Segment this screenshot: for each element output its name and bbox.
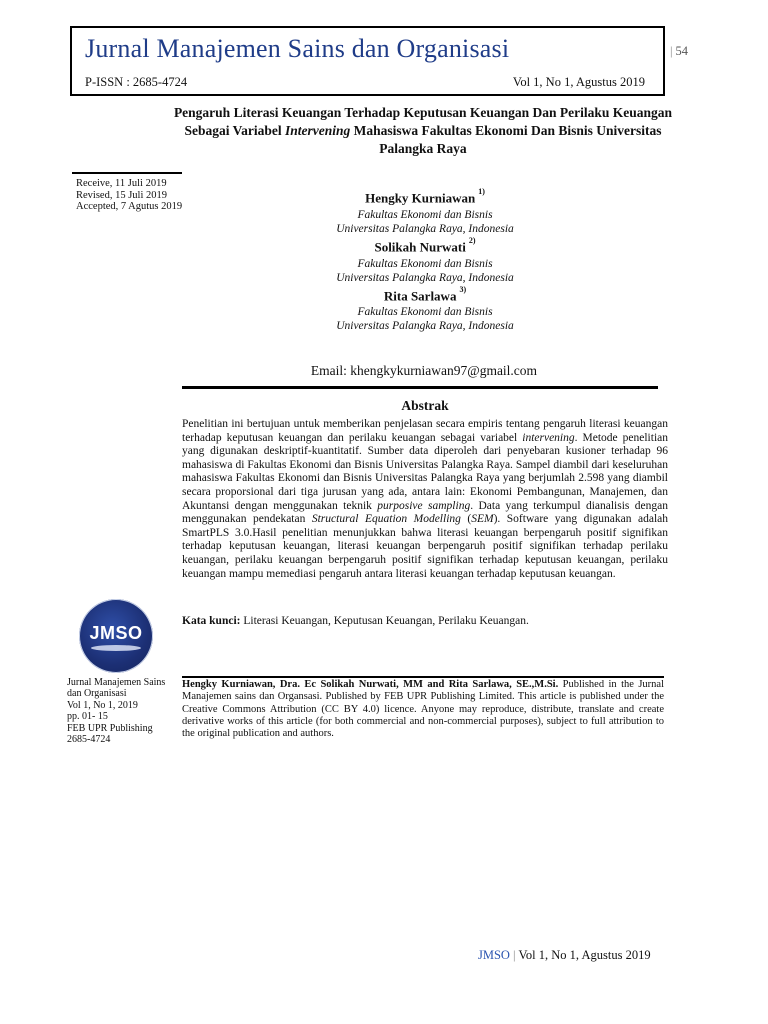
abstract-text: ). Software yang digunakan adalah SmartPLS 3.0.Hasil penelitian menunjukkan bahwa literasi keuangan berpengaruh positif signifikan terhadap keputusan keuangan, literasi keuangan berpengaruh positif signifikan terhadap perilaku keuangan, perilaku keuangan berpengaruh positif signifikan terhadap keputusan keuangan, perilaku keuangan mampu memediasi pengaruh antara literasi keuangan terhadap keputusan keuangan. bbox=[182, 513, 668, 580]
separator: | bbox=[670, 44, 673, 58]
footer-journal-link[interactable]: JMSO bbox=[478, 948, 510, 962]
citation-volume: Vol 1, No 1, 2019 bbox=[67, 699, 138, 711]
abstract-text: Penelitian ini bertujuan untuk memberikan penjelasan secara empiris tentang pengaruh literasi keuangan terhadap keputusan keuangan dan perilaku keuangan sebagai variabel bbox=[182, 418, 668, 444]
faculty: Fakultas Ekonomi dan Bisnis bbox=[357, 258, 493, 270]
submission-dates bbox=[76, 178, 182, 213]
citation-issn: 2685-4724 bbox=[67, 734, 111, 746]
faculty: Fakultas Ekonomi dan Bisnis bbox=[357, 209, 493, 221]
abstract-text: ( bbox=[460, 513, 472, 526]
logo-swoosh bbox=[91, 645, 141, 651]
university: Universitas Palangka Raya, Indonesia bbox=[336, 222, 514, 235]
citation-journal: Jurnal Manajemen Sains dan Organisasi bbox=[67, 677, 166, 700]
license-statement bbox=[182, 679, 664, 740]
license-authors: Hengky Kurniawan, Dra. Ec Solikah Nurwati, MM and Rita Sarlawa, SE.,M.Si. bbox=[182, 679, 559, 690]
author-name-3 bbox=[275, 285, 575, 304]
abstract-italic: Structural Equation Modelling bbox=[311, 513, 461, 526]
revised-date: Revised, 15 Juli 2019 bbox=[76, 189, 167, 201]
corresponding-email: Email: khengkykurniawan97@gmail.com bbox=[310, 363, 538, 378]
page-footer bbox=[478, 948, 651, 963]
dates-rule bbox=[72, 172, 182, 174]
separator: | bbox=[512, 948, 516, 962]
page-number-value: 54 bbox=[675, 44, 689, 58]
volume-info: Vol 1, No 1, Agustus 2019 bbox=[512, 75, 645, 89]
abstract-body bbox=[182, 418, 668, 581]
article-title-part2: Mahasiswa Fakultas Ekonomi Dan Bisnis Universitas Palangka Raya bbox=[350, 123, 662, 156]
abstract-text: . Data yang terkumpul dianalisis dengan menggunakan pendekatan bbox=[182, 499, 668, 526]
citation-sidebar bbox=[67, 677, 177, 745]
received-date: Receive, 11 Juli 2019 bbox=[76, 178, 167, 189]
article-title-italic: Intervening bbox=[284, 123, 351, 138]
abstract-italic: SEM bbox=[471, 513, 494, 526]
article-title-part1: Pengaruh Literasi Keuangan Terhadap Keputusan Keuangan Dan Perilaku Keuangan Sebagai Variabel bbox=[173, 105, 673, 138]
author-name-text: Hengky Kurniawan bbox=[365, 190, 476, 206]
abstract-italic: intervening bbox=[522, 431, 575, 444]
license-rule bbox=[182, 676, 664, 678]
author-name-1 bbox=[275, 187, 575, 206]
author-mark: 3) bbox=[459, 285, 467, 294]
journal-header-box bbox=[70, 26, 665, 96]
author-affiliation-1 bbox=[275, 209, 575, 236]
author-mark: 1) bbox=[478, 187, 485, 196]
citation-publisher: FEB UPR Publishing bbox=[67, 722, 153, 734]
keywords-text: Literasi Keuangan, Keputusan Keuangan, Perilaku Keuangan. bbox=[240, 615, 529, 627]
author-affiliation-2 bbox=[275, 258, 575, 285]
author-mark: 2) bbox=[468, 236, 476, 245]
university: Universitas Palangka Raya, Indonesia bbox=[336, 271, 514, 284]
author-name-2 bbox=[275, 236, 575, 255]
faculty: Fakultas Ekonomi dan Bisnis bbox=[357, 306, 493, 318]
author-name-text: Solikah Nurwati bbox=[374, 239, 466, 255]
page-number bbox=[670, 44, 688, 59]
abstract-italic: purposive sampling bbox=[377, 499, 471, 512]
article-title bbox=[170, 104, 676, 158]
keywords bbox=[182, 614, 668, 628]
logo-text: JMSO bbox=[89, 623, 143, 643]
abstract-text: . Metode penelitian yang digunakan deskriptif-kuantitatif. Sumber data diperoleh dari penyebaran kusioner terhadap 96 mahasiswa di Fakultas Ekonomi dan Bisnis Universitas Palangka Raya. Sampel diambil dari keseluruhan mahasiswa Fakultas Ekonomi dan Bisnis Universitas Palangka Raya yang berjumlah 2.598 yang diambil secara proporsional dari tiga jurusan yang ada, antara lain: Ekonomi Pembangunan, Manajemen, dan Akuntansi dengan menggunakan teknik bbox=[182, 431, 668, 512]
abstract-rule bbox=[182, 386, 658, 389]
accepted-date: Accepted, 7 Agutus 2019 bbox=[76, 201, 183, 212]
jmso-logo bbox=[79, 599, 153, 673]
license-text: Published in the Jurnal Manajemen sains dan Organsasi. Published by FEB UPR Publishing Limited. This article is published under the Creative Commons Attribution (CC BY 4.0) licence. Anyone may reproduce, distribute, translate and create derivative works of this article (for both commercial and non-commercial purposes), subject to full attribution to the original publication and authors. bbox=[182, 679, 665, 740]
issn-label: P-ISSN : 2685-4724 bbox=[85, 75, 188, 89]
keywords-label: Kata kunci: bbox=[182, 615, 241, 627]
footer-issue: Vol 1, No 1, Agustus 2019 bbox=[518, 948, 651, 962]
journal-title: Jurnal Manajemen Sains dan Organisasi bbox=[85, 34, 510, 63]
university: Universitas Palangka Raya, Indonesia bbox=[336, 319, 514, 332]
author-affiliation-3 bbox=[275, 306, 575, 333]
citation-pages: pp. 01- 15 bbox=[67, 711, 108, 723]
abstract-heading: Abstrak bbox=[401, 398, 449, 413]
author-name-text: Rita Sarlawa bbox=[383, 288, 457, 304]
